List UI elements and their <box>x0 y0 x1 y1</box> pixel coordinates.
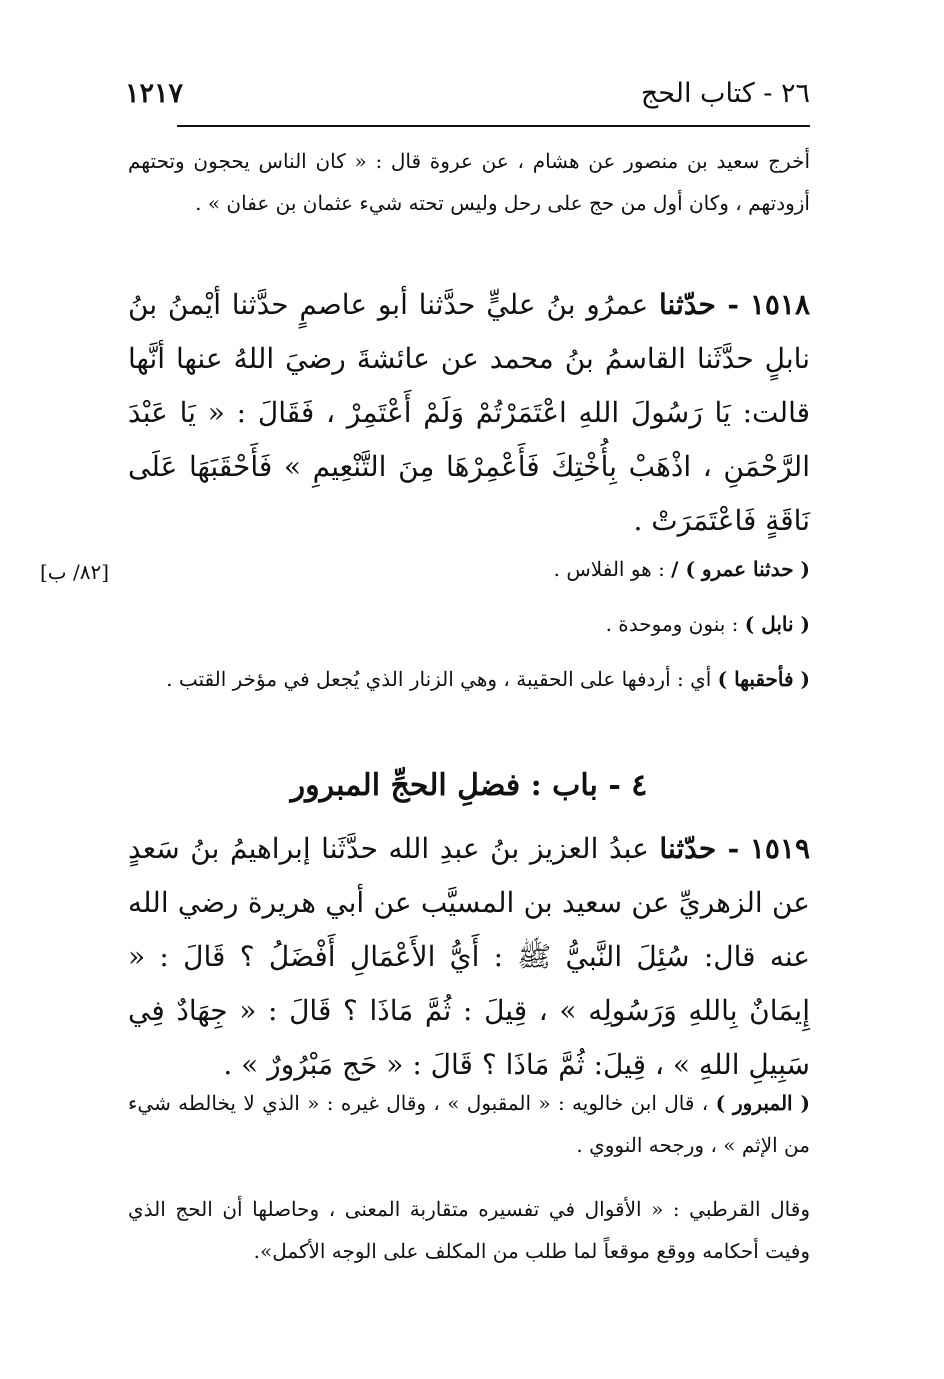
note-text: : بنون وموحدة . <box>605 612 739 636</box>
chapter-heading: ٢٦ - كتاب الحج <box>640 78 810 109</box>
hadith-text: عبدُ العزيز بنُ عبدِ الله حدَّثَنا إبراهيمُ بنُ سَعدٍ عن الزهريِّ عن سعيد بن المسيَّب عن أبي هريرة رضي الله عنه قال: سُئِلَ النَّبيُّ ﷺ : أَيُّ الأَعْمَالِ أَفْضَلُ ؟ قَالَ : « إِيمَانٌ بِاللهِ وَرَسُولِه » ، قِيلَ : ثُمَّ مَاذَا ؟ قَالَ : « جِهَادٌ فِي سَبِيلِ اللهِ » ، قِيلَ: ثُمَّ مَاذَا ؟ قَالَ : « حَج مَبْرُورٌ » . <box>128 832 810 1081</box>
hadith-1519 <box>128 822 810 1092</box>
note-mabrur <box>128 1082 810 1166</box>
note-text: ، قال ابن خالويه : « المقبول » ، وقال غيره : « الذي لا يخالطه شيء من الإثم » ، ورجحه النووي . <box>128 1091 810 1157</box>
note-text: : هو الفلاس . <box>553 557 665 581</box>
commentary-qurtubi: وقال القرطبي : « الأقوال في تفسيره متقاربة المعنى ، وحاصلها أن الحج الذي وفيت أحكامه ووقع موقعاً لما طلب من المكلف على الوجه الأكمل». <box>128 1197 810 1263</box>
note-text: أي : أردفها على الحقيبة ، وهي الزنار الذي يُجعل في مؤخر القتب . <box>166 667 712 691</box>
note-term: ( فأحقبها ) <box>717 667 810 691</box>
hadith-lead: - حدّثنا <box>659 832 740 865</box>
note-amr <box>128 548 810 590</box>
chapter-title: ٤ - باب : فضلِ الحجِّ المبرور <box>290 768 648 803</box>
note-term: ( المبرور ) <box>715 1091 811 1115</box>
marginal-reference: [٨٢/ ب] <box>40 560 110 584</box>
note-ahqabaha <box>128 658 810 700</box>
hadith-lead: - حدّثنا <box>658 288 740 321</box>
commentary-paragraph: أخرج سعيد بن منصور عن هشام ، عن عروة قال : « كان الناس يحجون وتحتهم أزودتهم ، وكان أول من حج على رحل وليس تحته شيء عثمان بن عفان » . <box>128 149 810 215</box>
header-rule <box>177 125 810 127</box>
page-number: ١٢١٧ <box>125 78 184 109</box>
hadith-number: ١٥١٨ <box>749 288 810 321</box>
running-header <box>125 78 810 118</box>
note-nabil <box>128 603 810 645</box>
note-term: ( نابل ) <box>744 612 810 636</box>
note-term: ( حدثنا عمرو ) / <box>671 557 810 581</box>
hadith-1518 <box>128 278 810 548</box>
hadith-text: عمرُو بنُ عليٍّ حدَّثنا أبو عاصمٍ حدَّثنا أيْمنُ بنُ نابلٍ حدَّثَنا القاسمُ بنُ محمد عن عائشةَ رضيَ اللهُ عنها أنَّها قالت: يَا رَسُولَ اللهِ اعْتَمَرْتُمْ وَلَمْ أَعْتَمِرْ ، فَقَالَ : « يَا عَبْدَ الرَّحْمَنِ ، اذْهَبْ بِأُخْتِكَ فَأَعْمِرْهَا مِنَ التَّنْعِيمِ » فَأَحْقَبَهَا عَلَى نَاقَةٍ فَاعْتَمَرَتْ . <box>128 288 810 537</box>
hadith-number: ١٥١٩ <box>749 832 810 865</box>
